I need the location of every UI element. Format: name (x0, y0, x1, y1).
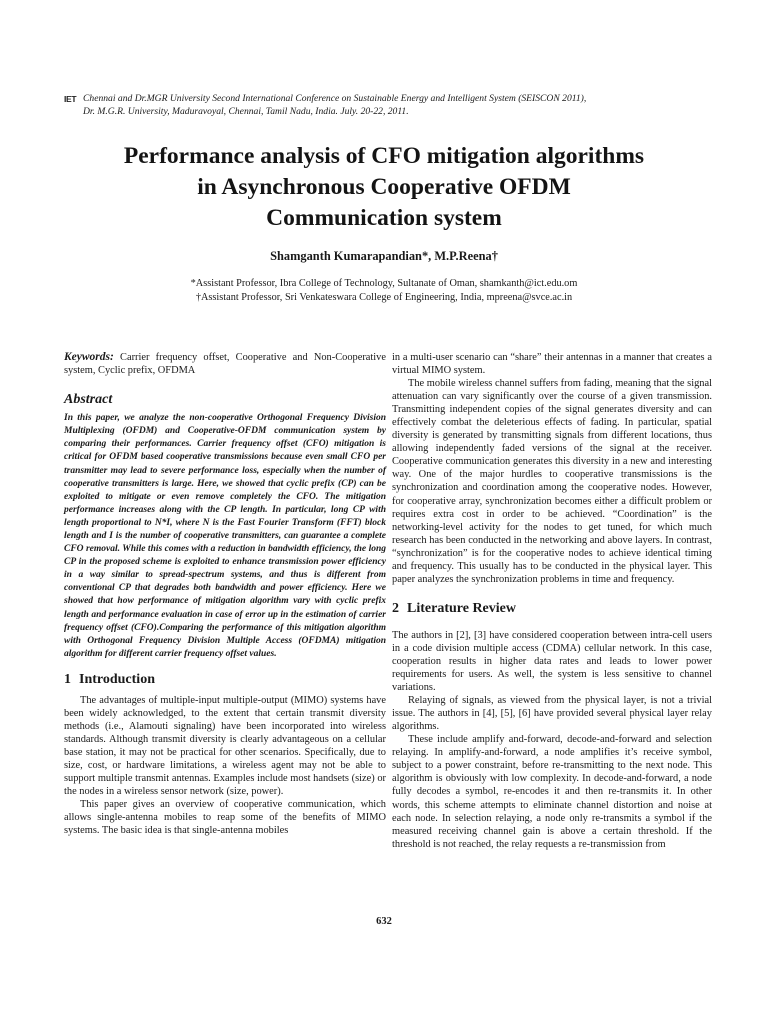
section-number: 1 (64, 671, 71, 687)
keywords-text: Carrier frequency offset, Cooperative and Non-Cooperative system, Cyclic prefix, OFDMA (64, 352, 386, 377)
affiliation-1: *Assistant Professor, Ibra College of Technology, Sultanate of Oman, shamkanth@ict.edu.om (190, 278, 578, 289)
right-column (392, 351, 712, 851)
iet-logo: IET (64, 94, 77, 104)
authors: Shamganth Kumarapandian*, M.P.Reena† (270, 249, 498, 263)
conference-line-2: Dr. M.G.R. University, Maduravoyal, Chennai, Tamil Nadu, India. July. 20-22, 2011. (83, 106, 409, 117)
keywords (64, 351, 386, 377)
introduction-heading (64, 673, 386, 686)
conference-header (64, 92, 724, 118)
keywords-label: Keywords: (64, 351, 114, 363)
literature-paragraph-3: These include amplify and-forward, decode-and-forward and selection relaying. In amplify-and-forward, a node amplifies it’s receive symbol, subject to a power constraint, before re-transmitting to the next node. This algorithm is obviously with low complexity. In decode-and-forward, a node fully decodes a symbol, re-encodes it and then re-transmits it. In other words, this scheme attempts to eliminate channel distortion and noise at each node. In selection relaying, a node only re-transmits a symbol if the measured receiving channel gain is above a certain threshold. If the threshold is not reached, the relay requests a re-transmission from (392, 734, 712, 850)
affiliation-2: †Assistant Professor, Sri Venkateswara College of Engineering, India, mpreena@svce.ac.in (195, 292, 573, 303)
intro-paragraph-2: This paper gives an overview of cooperative communication, which allows single-antenna mobiles to reap some of the benefits of MIMO systems. The basic idea is that single-antenna mobiles (64, 799, 386, 837)
title-line-2: in Asynchronous Cooperative OFDM (197, 174, 571, 200)
intro-paragraph-1: The advantages of multiple-input multiple-output (MIMO) systems have been widely acknowledged, to the extent that certain transmit diversity methods (i.e., Alamouti signaling) have been incorporated into wireless standards. Although transmit diversity is clearly advantageous on a cellular base station, it may not be practical for other scenarios. Specifically, due to size, cost, or hardware limitations, a wireless agent may not be able to support multiple transmit antennas. Examples include most handsets (size) or the nodes in a wireless sensor network (size, power). (64, 694, 386, 798)
title-line-3: Communication system (266, 205, 502, 231)
literature-paragraph-1: The authors in [2], [3] have considered cooperation between intra-cell users in a code division multiple access (CDMA) cellular network. In this case, cooperation results in higher data rates and leads to lower power requirements for users. As well, the system is less sensitive to channel variations. (392, 629, 712, 694)
paper-title (60, 141, 708, 234)
title-line-1: Performance analysis of CFO mitigation algorithms (123, 143, 645, 169)
conference-line-1: Chennai and Dr.MGR University Second International Conference on Sustainable Energy and Intelligent System (SEISCON 2011), (83, 93, 587, 104)
right-paragraph-1: in a multi-user scenario can “share” their antennas in a manner that creates a virtual MIMO system. (392, 352, 712, 377)
page-number: 632 (376, 916, 392, 927)
section-number: 2 (392, 600, 399, 616)
section-title: Introduction (79, 671, 155, 687)
literature-paragraph-2: Relaying of signals, as viewed from the physical layer, is not a trivial issue. The authors in [4], [5], [6] have provided several physical layer relay algorithms. (392, 695, 712, 733)
abstract-heading: Abstract (64, 392, 113, 408)
literature-review-heading (392, 602, 712, 615)
abstract-text: In this paper, we analyze the non-cooperative Orthogonal Frequency Division Multiplexing (OFDM) and Cooperative-OFDM communication system by comparing their performances. Carrier frequency offset (CFO) mitigation is critical for OFDM based cooperative transmissions because even small CFO per transmitter may lead to severe performance loss, especially when the number of cooperative transmitters is large. Here, we showed that cyclic prefix (CP) can be exploited to mitigate or even remove completely the CFO. The mitigation performance increases along with the CP length. In particular, long CP with length proportional to N*I, where N is the Fast Fourier Transform (FFT) block length and I is the number of cooperative transmitters, can guarantee a complete CFO removal. While this comes with a reduction in bandwidth efficiency, the long CP in the proposed scheme is exploited to enhance transmission power efficiency in a way similar to spread-spectrum systems, and thus is different from conventional CP that degrades both bandwidth and power efficiency. Here we showed that how performance of mitigation algorithm vary with cyclic prefix length and performance evaluation in case of error up in the estimation of carrier frequency offset (CFO).Comparing the performance of this mitigation algorithm with Orthogonal Frequency Division Multiple Access (OFDMA) mitigation algorithm for different carrier frequency offset values. (64, 413, 386, 659)
section-title: Literature Review (407, 600, 516, 616)
left-column (64, 351, 386, 837)
right-paragraph-2: The mobile wireless channel suffers from fading, meaning that the signal attenuation can vary significantly over the course of a given transmission. Transmitting independent copies of the signal generates diversity and can effectively combat the deleterious effects of fading. In particular, spatial diversity is generated by transmitting signals from different locations, thus allowing independently faded versions of the signal at the receiver. Cooperative communication generates this diversity in a new and interesting way. One of the major hurdles to cooperative transmissions is the synchronization and coordination among the cooperative nodes. However, for cooperative array, synchronization becomes either a difficult problem or requires extra cost in order to be achieved. “Coordination” is the networking-level activity for the nodes to get tuned, for which much research has been conducted in the networking and above layers. In contrast, “synchronization” is for the cooperative nodes to achieve identical timing and frequency. This usually has to be conducted in the physical layer. This paper analyzes the synchronization problems in time and frequency. (392, 378, 712, 585)
